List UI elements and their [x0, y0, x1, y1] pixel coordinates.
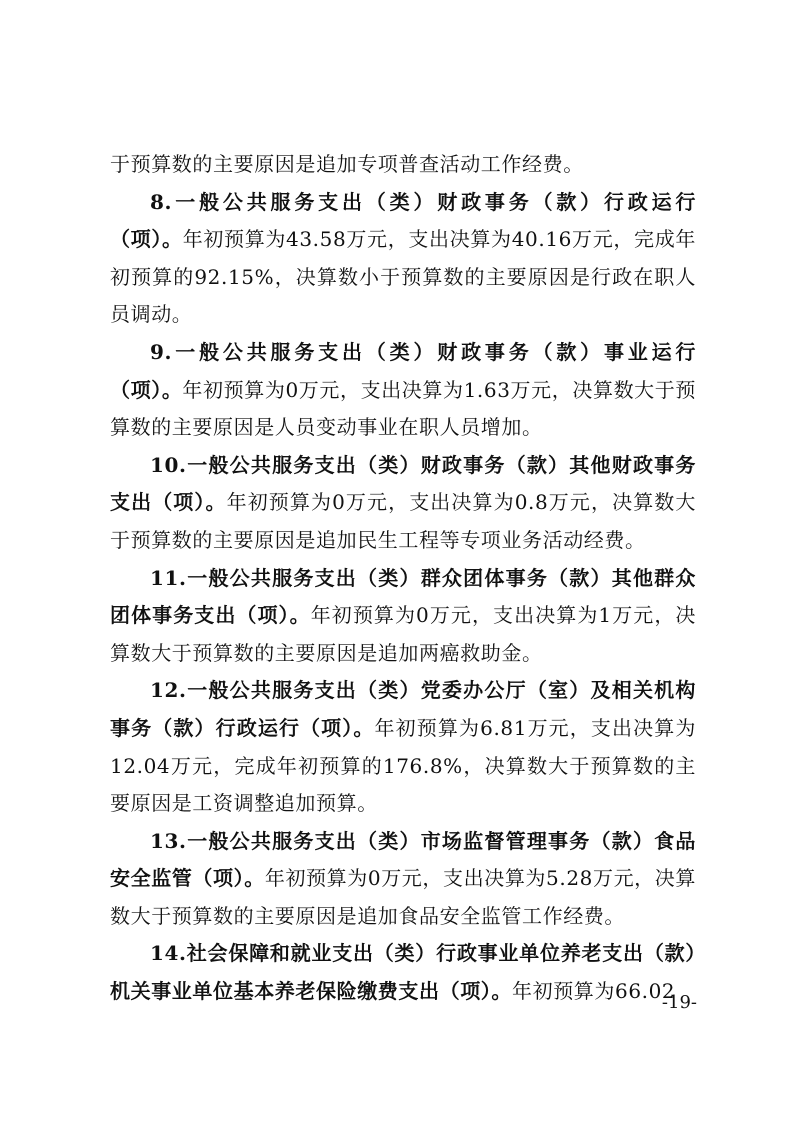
page-number: -19-	[661, 992, 697, 1013]
item-paragraph-10	[110, 447, 696, 560]
item-heading-13: 13.一般公共服务支出（类）市场监督管理事务（款）食品安全监管（项）。	[110, 828, 696, 891]
item-paragraph-12	[110, 672, 696, 822]
item-paragraph-13	[110, 823, 696, 936]
document-page	[110, 146, 696, 1011]
item-paragraph-11	[110, 560, 696, 673]
item-heading-12: 12.一般公共服务支出（类）党委办公厅（室）及相关机构事务（款）行政运行（项）。	[110, 678, 696, 740]
item-heading-14: 14.社会保障和就业支出（类）行政事业单位养老支出（款）机关事业单位基本养老保险缴费支出（项）。	[110, 941, 696, 1004]
item-body-11: 年初预算为0万元，支出决算为1万元，决算数大于预算数的主要原因是追加两癌救助金。	[110, 603, 696, 665]
item-paragraph-14	[110, 935, 696, 1010]
item-body-10: 年初预算为0万元，支出决算为0.8万元，决算数大于预算数的主要原因是追加民生工程等专项业务活动经费。	[110, 490, 696, 552]
item-body-12: 年初预算为6.81万元，支出决算为12.04万元，完成年初预算的176.8%，决算数大于预算数的主要原因是工资调整追加预算。	[110, 715, 696, 816]
lead-text: 于预算数的主要原因是追加专项普查活动工作经费。	[110, 152, 584, 176]
item-body-8: 年初预算为43.58万元，支出决算为40.16万元，完成年初预算的92.15%，决算数小于预算数的主要原因是行政在职人员调动。	[110, 227, 696, 327]
item-heading-11: 11.一般公共服务支出（类）群众团体事务（款）其他群众团体事务支出（项）。	[110, 565, 696, 628]
item-heading-8: 8.一般公共服务支出（类）财政事务（款）行政运行（项）。	[110, 189, 696, 252]
item-body-14: 年初预算为66.02	[512, 979, 676, 1004]
item-body-9: 年初预算为0万元，支出决算为1.63万元，决算数大于预算数的主要原因是人员变动事业在职人员增加。	[110, 377, 696, 440]
lead-paragraph	[110, 146, 696, 184]
item-heading-10: 10.一般公共服务支出（类）财政事务（款）其他财政事务支出（项）。	[110, 452, 696, 515]
item-body-13: 年初预算为0万元，支出决算为5.28万元，决算数大于预算数的主要原因是追加食品安全监管工作经费。	[110, 866, 696, 928]
item-heading-9: 9.一般公共服务支出（类）财政事务（款）事业运行（项）。	[110, 339, 696, 402]
item-paragraph-8	[110, 184, 696, 334]
item-paragraph-9	[110, 334, 696, 447]
